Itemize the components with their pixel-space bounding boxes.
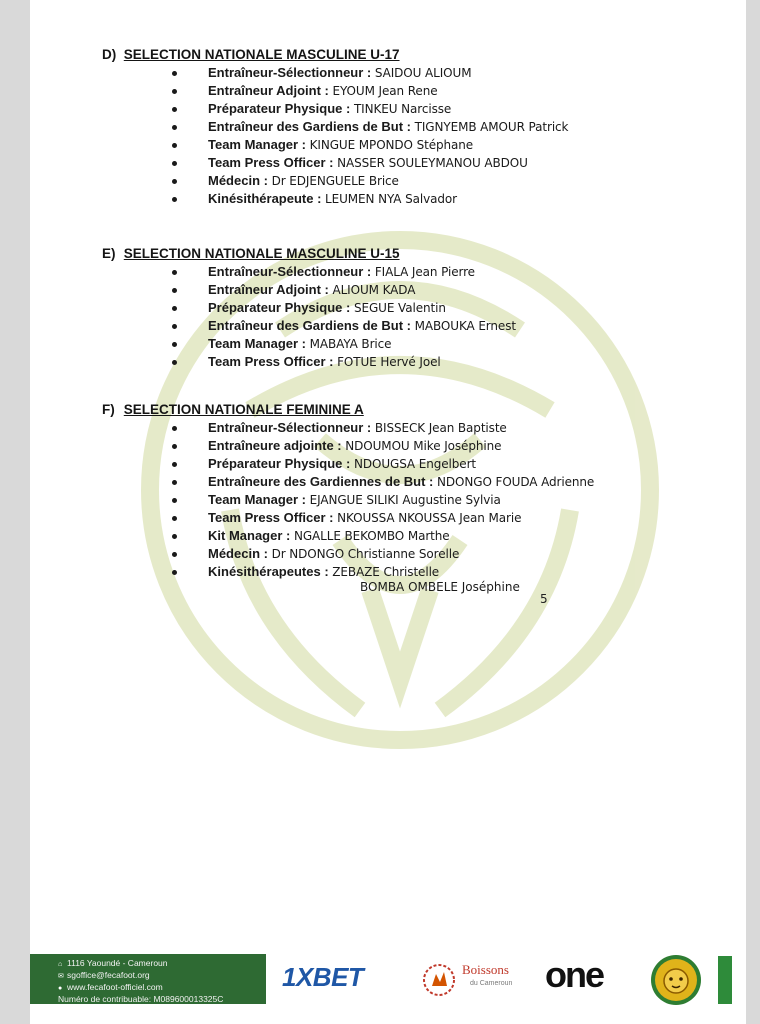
staff-role: Entraîneur des Gardiens de But : bbox=[208, 119, 411, 134]
staff-name: NDONGO FOUDA Adrienne bbox=[437, 475, 595, 489]
staff-name: SEGUE Valentin bbox=[353, 301, 446, 315]
mail-icon: ✉ bbox=[58, 973, 64, 980]
section-e bbox=[102, 245, 726, 371]
boissons-emblem-icon bbox=[422, 960, 456, 1000]
bullet-icon bbox=[172, 107, 177, 112]
staff-name: ALIOUM KADA bbox=[332, 283, 416, 297]
bullet-icon bbox=[172, 125, 177, 130]
staff-role: Entraîneur-Sélectionneur : bbox=[208, 65, 372, 80]
staff-item bbox=[102, 154, 726, 172]
staff-name: BISSECK Jean Baptiste bbox=[374, 421, 507, 435]
staff-role: Entraîneure des Gardiennes de But : bbox=[208, 474, 434, 489]
bullet-icon bbox=[172, 288, 177, 293]
bullet-icon bbox=[172, 306, 177, 311]
staff-name: FOTUE Hervé Joel bbox=[337, 355, 441, 369]
email-text[interactable]: sgoffice@fecafoot.org bbox=[67, 970, 150, 980]
staff-item bbox=[102, 563, 726, 581]
staff-item bbox=[102, 317, 726, 335]
staff-role: Team Press Officer : bbox=[208, 155, 334, 170]
staff-name: KINGUE MPONDO Stéphane bbox=[309, 138, 474, 152]
staff-name: SAIDOU ALIOUM bbox=[374, 66, 472, 80]
staff-role: Team Manager : bbox=[208, 492, 307, 507]
staff-name: NASSER SOULEYMANOU ABDOU bbox=[337, 156, 528, 170]
staff-item bbox=[102, 100, 726, 118]
staff-name: EJANGUE SILIKI Augustine Sylvia bbox=[309, 493, 501, 507]
page-footer bbox=[30, 948, 746, 1010]
section-letter: E) bbox=[102, 246, 116, 261]
staff-item bbox=[102, 299, 726, 317]
contact-email bbox=[58, 970, 266, 982]
staff-item bbox=[102, 419, 726, 437]
staff-item bbox=[102, 190, 726, 208]
sponsor-boissons-sub: du Cameroun bbox=[470, 980, 513, 987]
staff-item bbox=[102, 491, 726, 509]
fecafoot-lion-icon bbox=[650, 954, 702, 1006]
staff-name: ZEBAZE Christelle bbox=[332, 565, 440, 579]
staff-name: Dr EDJENGUELE Brice bbox=[271, 174, 399, 188]
bullet-icon bbox=[172, 143, 177, 148]
bullet-icon bbox=[172, 161, 177, 166]
staff-role: Team Press Officer : bbox=[208, 510, 334, 525]
home-icon: ⌂ bbox=[58, 961, 63, 968]
staff-list bbox=[102, 64, 726, 208]
staff-role: Médecin : bbox=[208, 546, 268, 561]
staff-role: Kinésithérapeute : bbox=[208, 191, 322, 206]
contact-block bbox=[30, 954, 266, 1004]
staff-item bbox=[102, 545, 726, 563]
tax-number-text: Numéro de contribuable: M089600013325C bbox=[58, 994, 224, 1004]
sponsor-one-logo: one bbox=[545, 954, 604, 995]
staff-item bbox=[102, 455, 726, 473]
staff-item bbox=[102, 118, 726, 136]
section-title: SELECTION NATIONALE FEMININE A bbox=[123, 402, 364, 417]
staff-name: NKOUSSA NKOUSSA Jean Marie bbox=[337, 511, 522, 525]
staff-item bbox=[102, 473, 726, 491]
staff-role: Entraîneur des Gardiens de But : bbox=[208, 318, 411, 333]
handwritten-mark: 5 bbox=[540, 592, 548, 606]
bullet-icon bbox=[172, 498, 177, 503]
staff-role: Entraîneur-Sélectionneur : bbox=[208, 420, 372, 435]
staff-name: NGALLE BEKOMBO Marthe bbox=[293, 529, 450, 543]
staff-name: FIALA Jean Pierre bbox=[374, 265, 475, 279]
staff-extra-name: BOMBA OMBELE Joséphine bbox=[360, 580, 520, 594]
staff-name: MABAYA Brice bbox=[309, 337, 392, 351]
staff-name: EYOUM Jean Rene bbox=[332, 84, 438, 98]
staff-item bbox=[102, 136, 726, 154]
staff-item bbox=[102, 353, 726, 371]
staff-role: Entraîneure adjointe : bbox=[208, 438, 342, 453]
bullet-icon bbox=[172, 534, 177, 539]
sponsor-boissons-logo: Boissons bbox=[462, 962, 509, 977]
staff-item bbox=[102, 437, 726, 455]
section-letter: D) bbox=[102, 47, 117, 62]
staff-item bbox=[102, 509, 726, 527]
bullet-icon bbox=[172, 270, 177, 275]
staff-item bbox=[102, 281, 726, 299]
staff-role: Kinésithérapeutes : bbox=[208, 564, 329, 579]
section-heading bbox=[102, 46, 726, 64]
staff-name: LEUMEN NYA Salvador bbox=[325, 192, 457, 206]
section-f bbox=[102, 401, 726, 581]
staff-name: MABOUKA Ernest bbox=[414, 319, 516, 333]
globe-icon: ● bbox=[58, 985, 63, 992]
bullet-icon bbox=[172, 480, 177, 485]
staff-role: Team Manager : bbox=[208, 336, 307, 351]
document-page bbox=[30, 0, 746, 1024]
staff-role: Préparateur Physique : bbox=[208, 456, 351, 471]
section-heading bbox=[102, 401, 726, 419]
staff-name: NDOUGSA Engelbert bbox=[353, 457, 477, 471]
staff-name: NDOUMOU Mike Joséphine bbox=[345, 439, 502, 453]
staff-name: Dr NDONGO Christianne Sorelle bbox=[271, 547, 460, 561]
section-title: SELECTION NATIONALE MASCULINE U-17 bbox=[123, 47, 400, 62]
bullet-icon bbox=[172, 89, 177, 94]
bullet-icon bbox=[172, 342, 177, 347]
staff-name: TINKEU Narcisse bbox=[353, 102, 452, 116]
bullet-icon bbox=[172, 197, 177, 202]
staff-item bbox=[102, 64, 726, 82]
section-heading bbox=[102, 245, 726, 263]
staff-item bbox=[102, 335, 726, 353]
staff-role: Team Press Officer : bbox=[208, 354, 334, 369]
bullet-icon bbox=[172, 426, 177, 431]
staff-list bbox=[102, 419, 726, 581]
contact-website bbox=[58, 982, 266, 994]
bullet-icon bbox=[172, 360, 177, 365]
staff-role: Préparateur Physique : bbox=[208, 101, 351, 116]
address-text: 1116 Yaoundé - Cameroun bbox=[67, 958, 168, 968]
bullet-icon bbox=[172, 552, 177, 557]
staff-role: Entraîneur Adjoint : bbox=[208, 282, 329, 297]
staff-role: Préparateur Physique : bbox=[208, 300, 351, 315]
bullet-icon bbox=[172, 570, 177, 575]
staff-name: TIGNYEMB AMOUR Patrick bbox=[414, 120, 569, 134]
staff-role: Entraîneur-Sélectionneur : bbox=[208, 264, 372, 279]
staff-list bbox=[102, 263, 726, 371]
bullet-icon bbox=[172, 444, 177, 449]
staff-role: Kit Manager : bbox=[208, 528, 291, 543]
bullet-icon bbox=[172, 516, 177, 521]
staff-item bbox=[102, 263, 726, 281]
staff-role: Team Manager : bbox=[208, 137, 307, 152]
bullet-icon bbox=[172, 71, 177, 76]
bullet-icon bbox=[172, 462, 177, 467]
contact-address bbox=[58, 958, 266, 970]
section-d bbox=[102, 46, 726, 208]
staff-role: Médecin : bbox=[208, 173, 268, 188]
contact-tax bbox=[58, 994, 266, 1005]
staff-item bbox=[102, 172, 726, 190]
staff-item bbox=[102, 82, 726, 100]
staff-item bbox=[102, 527, 726, 545]
sponsor-1xbet-logo: 1XBET bbox=[282, 962, 364, 992]
section-letter: F) bbox=[102, 402, 115, 417]
green-strip bbox=[718, 956, 732, 1004]
website-text[interactable]: www.fecafoot-officiel.com bbox=[67, 982, 163, 992]
bullet-icon bbox=[172, 324, 177, 329]
bullet-icon bbox=[172, 179, 177, 184]
staff-role: Entraîneur Adjoint : bbox=[208, 83, 329, 98]
section-title: SELECTION NATIONALE MASCULINE U-15 bbox=[123, 246, 400, 261]
